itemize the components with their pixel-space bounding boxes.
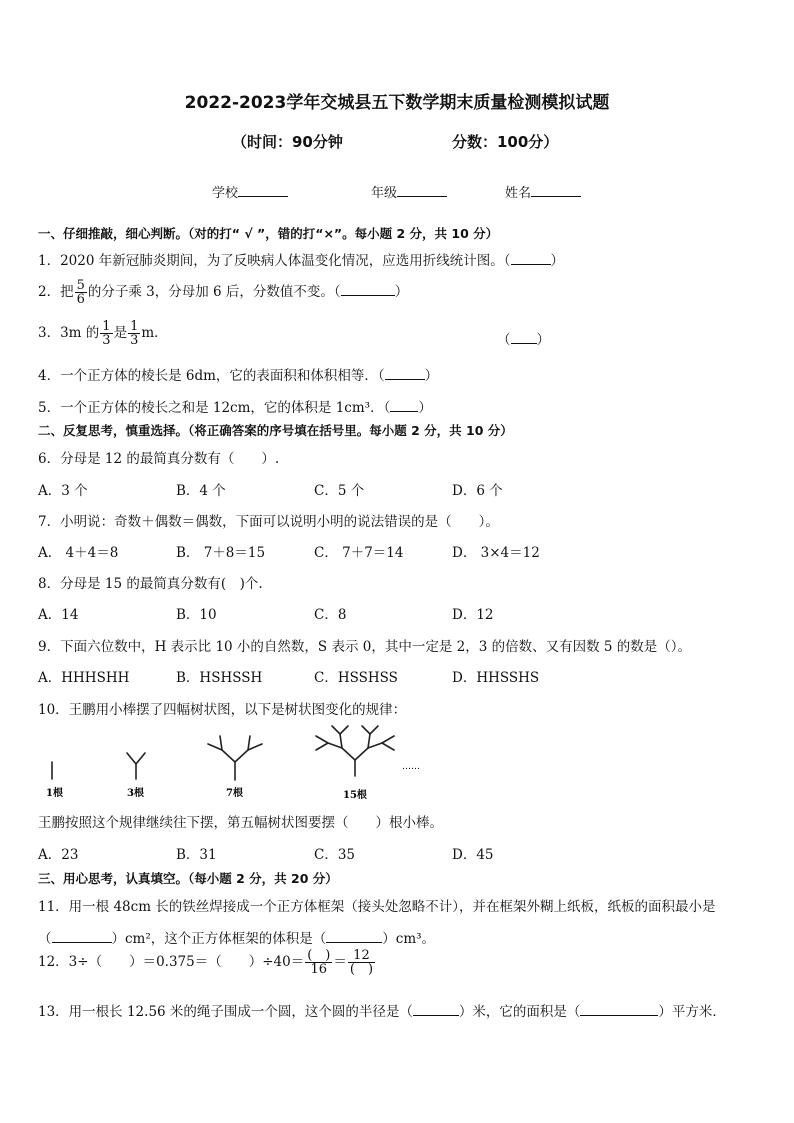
q9-option-d[interactable]: D．HHSSHS [452,670,540,686]
school-label: 学校 [212,186,239,201]
q3-close: ） [536,332,550,348]
tree-3-left [127,753,136,764]
q8-option-c[interactable]: C．8 [314,607,347,623]
q3-denominator-1: 3 [102,333,111,348]
q13-area-blank[interactable] [580,1003,658,1016]
q10-follow-text: 王鹏按照这个规律继续往下摆，第五幅树状图要摆（ ）根小棒。 [38,815,443,831]
q10-option-c[interactable]: C．35 [314,847,356,863]
tree-15-lll [316,736,328,743]
q2-answer-blank[interactable] [341,283,395,296]
q3-answer [497,328,550,348]
q11-end: ）cm³。 [382,931,436,947]
q2-pre: 2．把 [38,284,74,300]
question-4 [38,364,438,384]
q3-numerator-1: 1 [102,319,111,334]
q2-post: 的分子乘 3，分母加 6 后，分数值不变。（ [87,284,341,300]
q7-option-b[interactable]: B． 7＋8＝15 [176,545,266,561]
question-13 [38,1000,726,1020]
page-title: 2022-2023学年交城县五下数学期末质量检测模拟试题 [184,93,610,113]
tree-15-rl [368,734,370,748]
q12-numerator-2: 12 [348,949,375,963]
q11-mid: ）cm²，这个正方体框架的体积是（ [111,931,327,947]
q1-answer-blank[interactable] [511,252,551,265]
q2-numerator: 5 [76,278,85,293]
school-field [212,182,288,201]
q7-option-d[interactable]: D． 3×4＝12 [452,545,540,561]
q6-option-b[interactable]: B．4 个 [176,483,226,499]
q8-option-d[interactable]: D．12 [452,607,494,623]
tree-7-lr [220,736,222,750]
tree-15-lrr [340,726,348,734]
name-blank[interactable] [531,183,581,197]
q12-fraction-2 [348,949,375,976]
tree-15-rrl [382,736,394,743]
tree-label-15: 15根 [343,790,367,801]
tree-label-3: 3根 [127,788,144,799]
question-9: 9．下面六位数中，H 表示比 10 小的自然数，S 表示 0，其中一定是 2，3 的倍数、又有因数 5 的数是（）。 [38,639,692,655]
q3-post: m． [141,325,168,341]
q3-denominator-2: 3 [130,333,139,348]
q4-text: 4．一个正方体的棱长是 6dm，它的表面积和体积相等．（ [38,368,385,384]
tree-label-1: 1根 [46,788,63,799]
q3-pre: 3．3m 的 [38,325,100,341]
q8-option-a[interactable]: A．14 [38,607,79,623]
q12-pre: 12．3÷（ ）＝0.375＝（ ）÷40＝ [38,954,305,970]
q6-option-c[interactable]: C．5 个 [314,483,365,499]
q3-open: （ [497,332,511,348]
q12-numerator-1[interactable]: ( ) [307,948,331,963]
tree-3-right [136,753,145,764]
tree-7-right [235,750,248,762]
tree-15-lr [340,734,342,748]
tree-15-rll [362,726,370,734]
q1-close: ） [550,253,564,269]
q5-text: 5．一个正方体的棱长之和是 12cm，它的体积是 1cm³．（ [38,400,391,416]
q6-option-d[interactable]: D．6 个 [452,483,503,499]
q4-answer-blank[interactable] [385,367,425,380]
tree-15-rrr [382,743,394,750]
tree-pattern-figure [30,722,450,804]
tree-15-rr [368,743,382,748]
q12-denominator-2[interactable]: ( ) [349,962,374,977]
q13-part-b: ）米，它的面积是（ [458,1004,581,1020]
school-blank[interactable] [238,183,288,197]
q10-option-d[interactable]: D．45 [452,847,494,863]
tree-7-rl [248,736,250,750]
name-field [505,182,581,201]
q13-radius-blank[interactable] [413,1003,459,1016]
section-2-heading: 二、反复思考，慎重选择。（将正确答案的序号填在括号里。每小题 2 分，共 10 分） [38,423,513,438]
question-1 [38,249,564,269]
q6-option-a[interactable]: A．3 个 [38,483,88,499]
q7-option-a[interactable]: A． 4＋4＝8 [38,545,119,561]
question-6: 6．分母是 12 的最简真分数有（ ）. [38,451,280,467]
q2-fraction [75,279,87,306]
q5-answer-blank[interactable] [390,399,418,412]
tree-15-right [355,748,368,760]
q8-option-b[interactable]: B．10 [176,607,217,623]
question-11-line-1: 11．用一根 48cm 长的铁丝焊接成一个正方体框架（接头处忽略不计），并在框架外糊上纸板，纸板的面积最小是 [38,899,716,915]
q7-option-c[interactable]: C． 7＋7＝14 [314,545,404,561]
tree-15-rlr [370,726,378,734]
grade-label: 年级 [371,186,398,201]
tree-15-left [342,748,355,760]
q12-eq: ＝ [333,954,347,970]
question-12 [38,949,376,976]
q2-close: ） [394,284,409,300]
q1-text: 1．2020 年新冠肺炎期间，为了反映病人体温变化情况，应选用折线统计图。（ [38,253,511,269]
question-2 [38,279,408,306]
q3-mid: 是 [113,325,128,341]
q5-close: ） [418,400,432,416]
q13-part-a: 13．用一根长 12.56 米的绳子围成一个圆，这个圆的半径是（ [38,1004,413,1020]
q12-denominator-1: 16 [310,962,328,977]
grade-field [371,182,447,201]
q4-close: ） [424,368,439,384]
q11-volume-blank[interactable] [326,930,382,943]
q9-option-b[interactable]: B．HSHSSH [176,670,263,686]
q3-fraction-1 [100,320,112,347]
question-8: 8．分母是 15 的最简真分数有( )个. [38,576,263,592]
tree-7-left [222,750,235,762]
grade-blank[interactable] [397,183,447,197]
tree-7-rr [248,744,262,750]
question-10: 10．王鹏用小棒摆了四幅树状图，以下是树状图变化的规律： [38,702,407,718]
q10-option-a[interactable]: A．23 [38,847,79,863]
time-limit: （时间：90分钟 [232,133,343,151]
tree-15-ll [328,743,342,748]
q11-area-blank[interactable] [52,930,112,943]
question-11-line-2 [38,927,435,947]
section-1-heading: 一、仔细推敲，细心判断。（对的打“ √ ”，错的打“×”。每小题 2 分，共 10 分） [38,226,499,241]
q3-answer-blank[interactable] [511,331,537,344]
name-label: 姓名 [505,186,532,201]
q3-numerator-2: 1 [130,319,139,334]
question-7: 7．小明说：奇数＋偶数＝偶数，下面可以说明小明的说法错误的是（ ）。 [38,514,499,530]
tree-15-lrl [332,726,340,734]
tree-label-7: 7根 [226,788,243,799]
section-3-heading: 三、用心思考，认真填空。（每小题 2 分，共 20 分） [38,871,338,886]
tree-15-llr [316,743,328,750]
q12-fraction-1 [305,949,332,976]
tree-ellipsis: …… [402,762,420,772]
total-score: 分数：100分） [452,133,559,151]
q3-fraction-2 [128,320,140,347]
tree-7-ll [208,744,222,750]
q9-option-a[interactable]: A．HHHSHH [38,670,130,686]
q10-option-b[interactable]: B．31 [176,847,217,863]
question-3 [38,320,168,347]
question-5 [38,396,432,416]
q13-part-c: ）平方米． [658,1004,726,1020]
q11-open-1: （ [38,931,52,947]
q2-denominator: 6 [76,292,85,307]
q9-option-c[interactable]: C．HSSHSS [314,670,398,686]
